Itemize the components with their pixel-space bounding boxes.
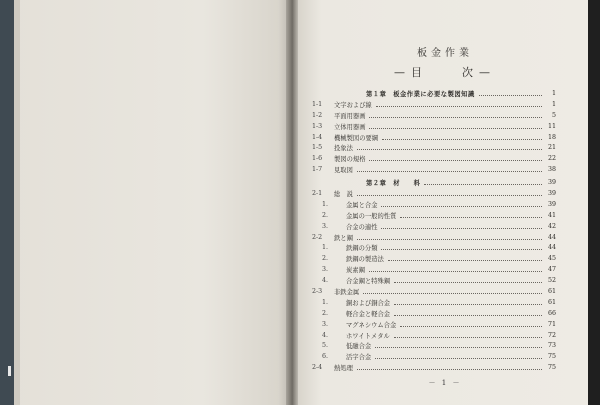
toc-entry-number: 3. bbox=[322, 320, 329, 328]
toc-entry-number: 1-1 bbox=[312, 100, 323, 108]
dot-leader bbox=[363, 293, 542, 294]
toc-entry-label: 金属と合金 bbox=[346, 201, 378, 209]
toc-entry-label: 軽合金と軽合金 bbox=[346, 310, 391, 318]
toc-entry bbox=[312, 242, 556, 253]
toc-entry-page: 39 bbox=[547, 179, 556, 187]
toc-entry-label: ホワイトメタル bbox=[346, 332, 390, 340]
left-edge-mark bbox=[8, 366, 11, 376]
toc-entry-page: 61 bbox=[547, 287, 556, 295]
toc-entry bbox=[312, 264, 556, 275]
toc-entry-number: 1. bbox=[322, 244, 329, 252]
toc-entry-number: 4. bbox=[322, 331, 329, 339]
toc-entry-label: 第２章 材 料 bbox=[366, 180, 421, 188]
toc-entry-number: 1-5 bbox=[312, 144, 323, 152]
dot-leader bbox=[357, 369, 542, 370]
toc-entry-page: 71 bbox=[547, 320, 556, 328]
toc-entry-page: 52 bbox=[547, 277, 556, 285]
left-page bbox=[0, 0, 290, 405]
toc-entry-page: 5 bbox=[551, 111, 556, 119]
toc-entry-page: 38 bbox=[547, 166, 556, 174]
toc-entry-page: 18 bbox=[547, 133, 556, 141]
dot-leader bbox=[376, 106, 542, 107]
left-cover-edge bbox=[0, 0, 14, 405]
dot-leader bbox=[394, 337, 542, 338]
toc-entry-label: 鉄鋼の製造法 bbox=[346, 256, 384, 264]
right-cover-edge bbox=[588, 0, 600, 405]
toc-entry bbox=[312, 153, 556, 164]
toc-entry-label: 合金の適性 bbox=[346, 223, 378, 231]
toc-entry-page: 44 bbox=[547, 244, 556, 252]
toc-entry bbox=[312, 164, 556, 175]
toc-entry bbox=[312, 330, 556, 341]
toc-entry bbox=[312, 142, 556, 153]
toc-entry bbox=[312, 221, 556, 232]
dot-leader bbox=[400, 326, 542, 327]
book-title: 板金作業 bbox=[417, 48, 473, 59]
toc-entry-number: 2-4 bbox=[312, 364, 323, 372]
toc-entry-page: 41 bbox=[547, 211, 556, 219]
toc-entry-label: 総 説 bbox=[334, 190, 353, 198]
toc-entry-label: 投象法 bbox=[334, 145, 353, 153]
toc-title: —目 次— bbox=[394, 66, 496, 79]
toc-entry-label: 非鉄金属 bbox=[334, 288, 360, 296]
toc-entry-label: 金属の一般的性質 bbox=[346, 212, 397, 220]
dot-leader bbox=[394, 315, 542, 316]
dot-leader bbox=[381, 206, 542, 207]
toc-entry-number: 2-2 bbox=[312, 233, 323, 241]
toc-entry-number: 3. bbox=[322, 222, 329, 230]
toc-entry bbox=[312, 199, 556, 210]
dot-leader bbox=[394, 304, 542, 305]
toc-entry-number: 5. bbox=[322, 342, 329, 350]
toc-entry bbox=[312, 188, 556, 199]
dot-leader bbox=[369, 128, 542, 129]
dot-leader bbox=[369, 160, 542, 161]
dot-leader bbox=[375, 347, 542, 348]
toc-entry bbox=[312, 210, 556, 221]
dot-leader bbox=[400, 217, 542, 218]
toc-entry-page: 45 bbox=[547, 255, 556, 263]
toc-entry-page: 75 bbox=[547, 364, 556, 372]
toc-entry bbox=[312, 99, 556, 110]
dot-leader bbox=[357, 149, 542, 150]
toc-entry-number: 1. bbox=[322, 298, 329, 306]
dot-leader bbox=[381, 249, 542, 250]
toc-entry-number: 4. bbox=[322, 277, 329, 285]
toc-entry-number: 1-6 bbox=[312, 155, 323, 163]
toc-entry-label: 平面用器画 bbox=[334, 112, 366, 120]
toc-chapter bbox=[366, 88, 556, 99]
toc-entry bbox=[312, 110, 556, 121]
toc-entry-number: 3. bbox=[322, 266, 329, 274]
toc-entry bbox=[312, 132, 556, 143]
toc-entry-page: 72 bbox=[547, 331, 556, 339]
toc-entry bbox=[312, 319, 556, 330]
toc-entry-label: 銅および銅合金 bbox=[346, 299, 391, 307]
toc-entry-number: 2. bbox=[322, 255, 329, 263]
toc-entry-page: 21 bbox=[547, 144, 556, 152]
toc-entry-page: 66 bbox=[547, 309, 556, 317]
dot-leader bbox=[357, 171, 542, 172]
toc-entry-page: 11 bbox=[547, 122, 556, 130]
toc-entry-label: 活字合金 bbox=[346, 354, 372, 362]
toc-chapter bbox=[366, 177, 556, 188]
table-of-contents bbox=[312, 88, 556, 373]
toc-entry-number: 2. bbox=[322, 211, 329, 219]
left-page-edge bbox=[14, 0, 20, 405]
toc-entry-label: 第１章 板金作業に必要な製図知識 bbox=[366, 90, 475, 98]
toc-entry-label: 製図の規格 bbox=[334, 156, 366, 164]
dot-leader bbox=[388, 260, 542, 261]
toc-entry-page: 39 bbox=[547, 200, 556, 208]
dot-leader bbox=[479, 95, 542, 96]
toc-entry-page: 42 bbox=[547, 222, 556, 230]
toc-entry bbox=[312, 121, 556, 132]
toc-entry-label: マグネシウム合金 bbox=[346, 321, 397, 329]
toc-entry bbox=[312, 286, 556, 297]
toc-entry-number: 1-4 bbox=[312, 133, 323, 141]
toc-entry-number: 1-2 bbox=[312, 111, 323, 119]
toc-entry bbox=[312, 253, 556, 264]
toc-entry-page: 39 bbox=[547, 189, 556, 197]
toc-entry bbox=[312, 362, 556, 373]
toc-entry-label: 合金鋼と特殊鋼 bbox=[346, 278, 391, 286]
dot-leader bbox=[375, 358, 542, 359]
toc-entry bbox=[312, 232, 556, 243]
toc-entry-page: 47 bbox=[547, 266, 556, 274]
toc-entry bbox=[312, 308, 556, 319]
toc-entry-label: 立体用器画 bbox=[334, 123, 366, 131]
dot-leader bbox=[394, 282, 542, 283]
toc-entry-label: 炭素鋼 bbox=[346, 267, 365, 275]
toc-entry-label: 文字および線 bbox=[334, 101, 372, 109]
toc-entry-number: 1-7 bbox=[312, 166, 323, 174]
toc-entry-page: 75 bbox=[547, 353, 556, 361]
toc-entry-page: 73 bbox=[547, 342, 556, 350]
toc-entry bbox=[312, 340, 556, 351]
dot-leader bbox=[382, 139, 542, 140]
toc-entry-page: 1 bbox=[551, 100, 556, 108]
toc-entry-page: 1 bbox=[551, 89, 556, 97]
toc-entry-label: 低融合金 bbox=[346, 343, 372, 351]
toc-entry bbox=[312, 297, 556, 308]
dot-leader bbox=[357, 239, 542, 240]
dot-leader bbox=[369, 271, 542, 272]
toc-entry-number: 2-3 bbox=[312, 287, 323, 295]
dot-leader bbox=[424, 184, 542, 185]
page-number: － 1 － bbox=[428, 379, 462, 387]
toc-entry bbox=[312, 275, 556, 286]
dot-leader bbox=[369, 117, 542, 118]
toc-entry-page: 22 bbox=[547, 155, 556, 163]
toc-entry-page: 44 bbox=[547, 233, 556, 241]
dot-leader bbox=[357, 195, 542, 196]
toc-entry-label: 見取図 bbox=[334, 167, 353, 175]
dot-leader bbox=[381, 228, 542, 229]
toc-entry-label: 機械製図の要綱 bbox=[334, 134, 379, 142]
toc-entry bbox=[312, 351, 556, 362]
toc-entry-label: 鉄と鋼 bbox=[334, 234, 353, 242]
toc-entry-label: 鉄鋼の分類 bbox=[346, 245, 378, 253]
toc-entry-number: 2-1 bbox=[312, 189, 323, 197]
toc-entry-number: 1-3 bbox=[312, 122, 323, 130]
toc-entry-number: 6. bbox=[322, 353, 329, 361]
toc-entry-label: 熱処理 bbox=[334, 365, 353, 373]
toc-entry-number: 1. bbox=[322, 200, 329, 208]
toc-entry-page: 61 bbox=[547, 298, 556, 306]
toc-entry-number: 2. bbox=[322, 309, 329, 317]
